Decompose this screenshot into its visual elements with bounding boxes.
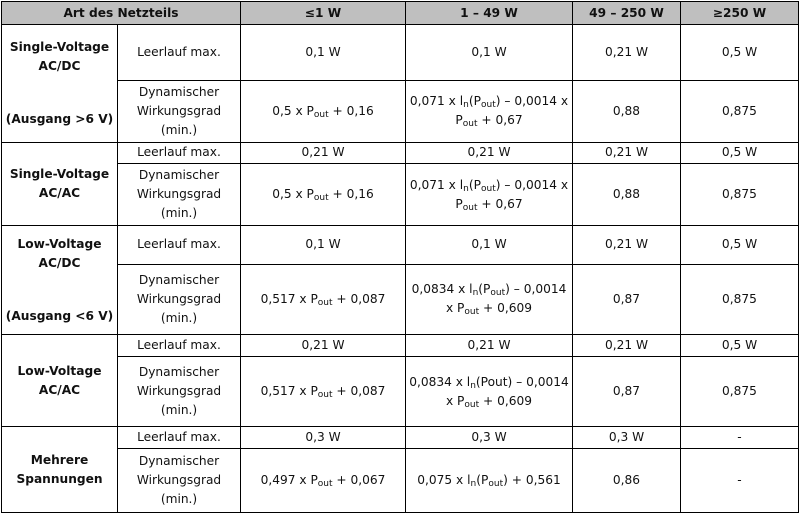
formula-part: 0,075 x l (417, 472, 471, 487)
cell-49-250w: 0,87 (573, 356, 681, 427)
formula-part: ) – 0,0014 x (495, 177, 569, 192)
cell-ge250w: 0,875 (681, 264, 799, 335)
group-name-note: (Ausgang <6 V) (5, 308, 114, 323)
cell-ge250w: - (681, 427, 799, 448)
group-name-line: AC/AC (38, 185, 81, 200)
cell-1-49w (406, 164, 573, 226)
formula-part: x P (445, 301, 465, 316)
formula-part: ) – 0,0014 (507, 374, 569, 389)
subscript: out (464, 399, 480, 410)
cell-le1w: 0,1 W (241, 25, 406, 81)
formula-part: x P (445, 393, 465, 408)
subscript: out (490, 288, 506, 299)
formula-part: + 0,609 (479, 301, 533, 316)
cell-le1w: 0,21 W (241, 142, 406, 163)
subscript: out (317, 478, 333, 489)
cell-le1w (241, 80, 406, 142)
efficiency-table (1, 1, 799, 513)
formula-part: 0,0834 x l (411, 282, 473, 297)
row-label: Leerlauf max. (118, 226, 241, 265)
group-name-line: Low-Voltage (17, 363, 102, 378)
subscript: out (317, 297, 333, 308)
group-name (2, 226, 118, 335)
subscript: out (464, 307, 480, 318)
cell-1-49w: 0,21 W (406, 142, 573, 163)
cell-1-49w: 0,1 W (406, 25, 573, 81)
formula-part: 0,5 x P (272, 187, 314, 202)
row-label: Dynamischer Wirkungsgrad (min.) (118, 80, 241, 142)
cell-ge250w: 0,875 (681, 356, 799, 427)
row-label: Dynamischer Wirkungsgrad (min.) (118, 164, 241, 226)
cell-1-49w (406, 264, 573, 335)
cell-49-250w: 0,88 (573, 80, 681, 142)
subscript: out (481, 100, 496, 111)
formula-part: ) – 0,0014 (505, 282, 567, 297)
table-row (2, 448, 799, 512)
cell-49-250w: 0,3 W (573, 427, 681, 448)
cell-le1w (241, 448, 406, 512)
group-name (2, 427, 118, 513)
formula-part: 0,497 x P (260, 472, 318, 487)
formula-part: (Pout (475, 374, 508, 389)
subscript: n (470, 478, 477, 489)
group-name-line: AC/DC (38, 58, 81, 73)
group-name-line: Single-Voltage (9, 166, 110, 181)
cell-49-250w: 0,21 W (573, 226, 681, 265)
cell-ge250w: 0,875 (681, 80, 799, 142)
formula-part: + 0,067 (332, 472, 386, 487)
header-range-49-250w: 49 – 250 W (573, 2, 681, 25)
group-name-line: AC/AC (38, 382, 81, 397)
row-label: Leerlauf max. (118, 335, 241, 356)
cell-49-250w: 0,88 (573, 164, 681, 226)
subscript: out (313, 193, 329, 204)
row-label: Leerlauf max. (118, 142, 241, 163)
subscript: out (313, 109, 329, 120)
formula-part: (P (468, 94, 481, 109)
subscript: out (488, 478, 504, 489)
cell-le1w (241, 164, 406, 226)
formula-part: P (455, 113, 463, 128)
formula-part: 0,517 x P (260, 291, 318, 306)
subscript: out (462, 202, 478, 213)
subscript: out (462, 119, 478, 130)
table-row (2, 164, 799, 226)
formula-part: 0,071 x l (409, 94, 464, 109)
table-row (2, 226, 799, 265)
formula-part: + 0,087 (332, 384, 386, 398)
cell-1-49w (406, 356, 573, 427)
cell-49-250w: 0,86 (573, 448, 681, 512)
formula-part: (P (476, 472, 489, 487)
cell-49-250w: 0,21 W (573, 25, 681, 81)
formula-part: ) + 0,561 (503, 472, 561, 487)
subscript: n (470, 380, 476, 391)
group-name (2, 142, 118, 225)
header-range-1-49w: 1 – 49 W (406, 2, 573, 25)
formula-part: 0,0834 x l (409, 374, 471, 389)
formula-part: (P (468, 177, 481, 192)
formula-part: P (455, 196, 463, 211)
formula-part: + 0,16 (328, 187, 374, 202)
cell-1-49w (406, 80, 573, 142)
table-row (2, 264, 799, 335)
row-label: Leerlauf max. (118, 427, 241, 448)
cell-ge250w: 0,875 (681, 164, 799, 226)
table-row (2, 335, 799, 356)
header-range-ge250w: ≥250 W (681, 2, 799, 25)
group-name-line: Low-Voltage (17, 236, 102, 251)
row-label: Dynamischer Wirkungsgrad (min.) (118, 356, 241, 427)
subscript: n (463, 183, 469, 194)
header-row (2, 2, 799, 25)
group-name-line: Spannungen (16, 471, 103, 486)
cell-ge250w: 0,5 W (681, 226, 799, 265)
row-label: Leerlauf max. (118, 25, 241, 81)
cell-le1w: 0,21 W (241, 335, 406, 356)
cell-1-49w: 0,1 W (406, 226, 573, 265)
formula-part: 0,071 x l (409, 177, 464, 192)
formula-part: + 0,609 (479, 393, 533, 408)
formula-part: + 0,67 (477, 113, 523, 128)
group-name-line: Mehrere (30, 452, 89, 467)
cell-le1w (241, 264, 406, 335)
subscript: n (463, 100, 469, 111)
group-name-line: Single-Voltage (9, 39, 110, 54)
group-name-line: AC/DC (38, 255, 81, 270)
formula-part: ) – 0,0014 x (495, 94, 569, 109)
table-row (2, 25, 799, 81)
group-name (2, 25, 118, 143)
table-row (2, 427, 799, 448)
row-label: Dynamischer Wirkungsgrad (min.) (118, 264, 241, 335)
group-name-note: (Ausgang >6 V) (5, 111, 114, 126)
cell-ge250w: - (681, 448, 799, 512)
cell-49-250w: 0,87 (573, 264, 681, 335)
subscript: out (481, 183, 496, 194)
header-range-le1w: ≤1 W (241, 2, 406, 25)
subscript: out (317, 390, 333, 400)
cell-le1w: 0,3 W (241, 427, 406, 448)
formula-part: + 0,16 (328, 103, 374, 118)
cell-ge250w: 0,5 W (681, 25, 799, 81)
cell-le1w (241, 356, 406, 427)
cell-1-49w (406, 448, 573, 512)
formula-part: + 0,67 (477, 196, 523, 211)
cell-ge250w: 0,5 W (681, 335, 799, 356)
formula-part: 0,5 x P (272, 103, 314, 118)
table-row (2, 356, 799, 427)
cell-1-49w: 0,21 W (406, 335, 573, 356)
table-row (2, 80, 799, 142)
cell-49-250w: 0,21 W (573, 142, 681, 163)
table-row (2, 142, 799, 163)
header-type: Art des Netzteils (2, 2, 241, 25)
row-label: Dynamischer Wirkungsgrad (min.) (118, 448, 241, 512)
formula-part: (P (478, 282, 491, 297)
cell-1-49w: 0,3 W (406, 427, 573, 448)
formula-part: 0,517 x P (260, 384, 318, 398)
cell-ge250w: 0,5 W (681, 142, 799, 163)
cell-le1w: 0,1 W (241, 226, 406, 265)
formula-part: + 0,087 (332, 291, 386, 306)
cell-49-250w: 0,21 W (573, 335, 681, 356)
table-body (2, 25, 799, 513)
subscript: n (472, 288, 479, 299)
group-name (2, 335, 118, 427)
